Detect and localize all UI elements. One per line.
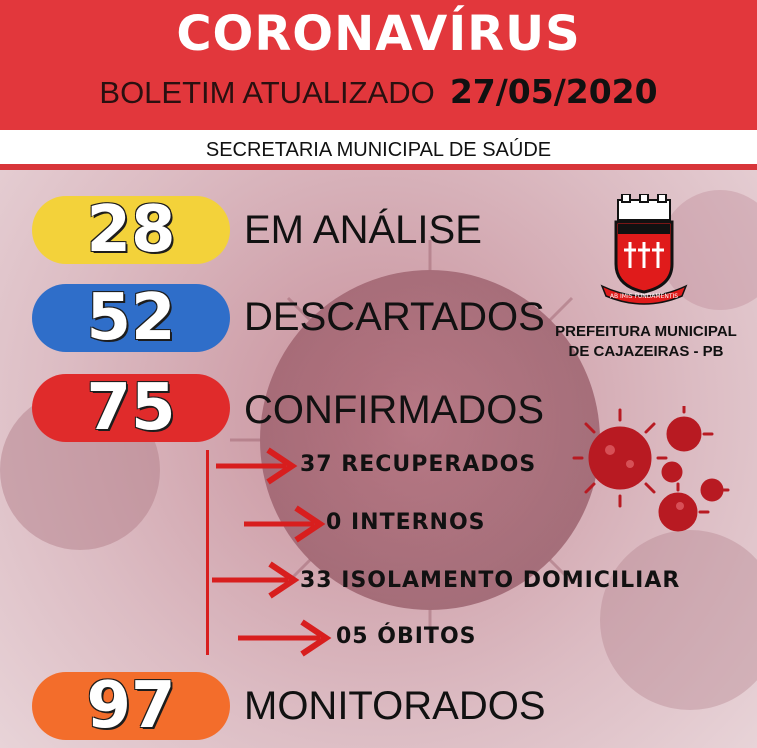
breakdown-recuperados: 37 RECUPERADOS — [300, 452, 537, 477]
coat-of-arms-motto: AB IMIS FUNDAMENTIS — [609, 293, 679, 300]
stat-value: 28 — [86, 193, 176, 267]
bulletin-date: 27/05/2020 — [449, 72, 658, 111]
arrow-right-icon — [244, 504, 328, 544]
prefeitura-line2: DE CAJAZEIRAS - PB — [568, 343, 724, 360]
breakdown-isolamento: 33 ISOLAMENTO DOMICILIAR — [300, 568, 681, 593]
arrow-right-icon — [212, 560, 302, 600]
arrow-right-icon — [216, 446, 300, 486]
secretaria-label: SECRETARIA MUNICIPAL DE SAÚDE — [205, 139, 552, 161]
stat-pill-monitorados — [32, 669, 230, 743]
stat-pill-em-analise — [32, 193, 230, 267]
header-banner — [0, 0, 757, 130]
stat-label-em-analise: EM ANÁLISE — [244, 208, 482, 252]
arrow-right-icon — [238, 618, 334, 658]
stat-label-descartados: DESCARTADOS — [244, 295, 545, 339]
stat-pill-descartados — [32, 281, 230, 355]
bulletin-row — [0, 72, 757, 111]
breakdown-connector-line — [206, 450, 209, 655]
bulletin-label: BOLETIM ATUALIZADO — [99, 75, 435, 110]
stat-label-monitorados: MONITORADOS — [244, 684, 546, 728]
coat-of-arms-icon — [596, 194, 692, 306]
prefeitura-line1: PREFEITURA MUNICIPAL — [555, 323, 737, 340]
page-title: CORONAVÍRUS — [176, 6, 581, 62]
stat-pill-confirmados — [32, 371, 230, 445]
prefeitura-caption — [546, 322, 746, 362]
stat-value: 97 — [86, 669, 176, 743]
stat-label-confirmados: CONFIRMADOS — [244, 388, 544, 432]
secretaria-bar — [0, 130, 757, 170]
breakdown-obitos: 05 ÓBITOS — [336, 624, 477, 649]
breakdown-internos: 0 INTERNOS — [326, 510, 486, 535]
stat-value: 75 — [86, 371, 176, 445]
virus-cluster-icon — [572, 406, 732, 546]
stat-value: 52 — [86, 281, 176, 355]
